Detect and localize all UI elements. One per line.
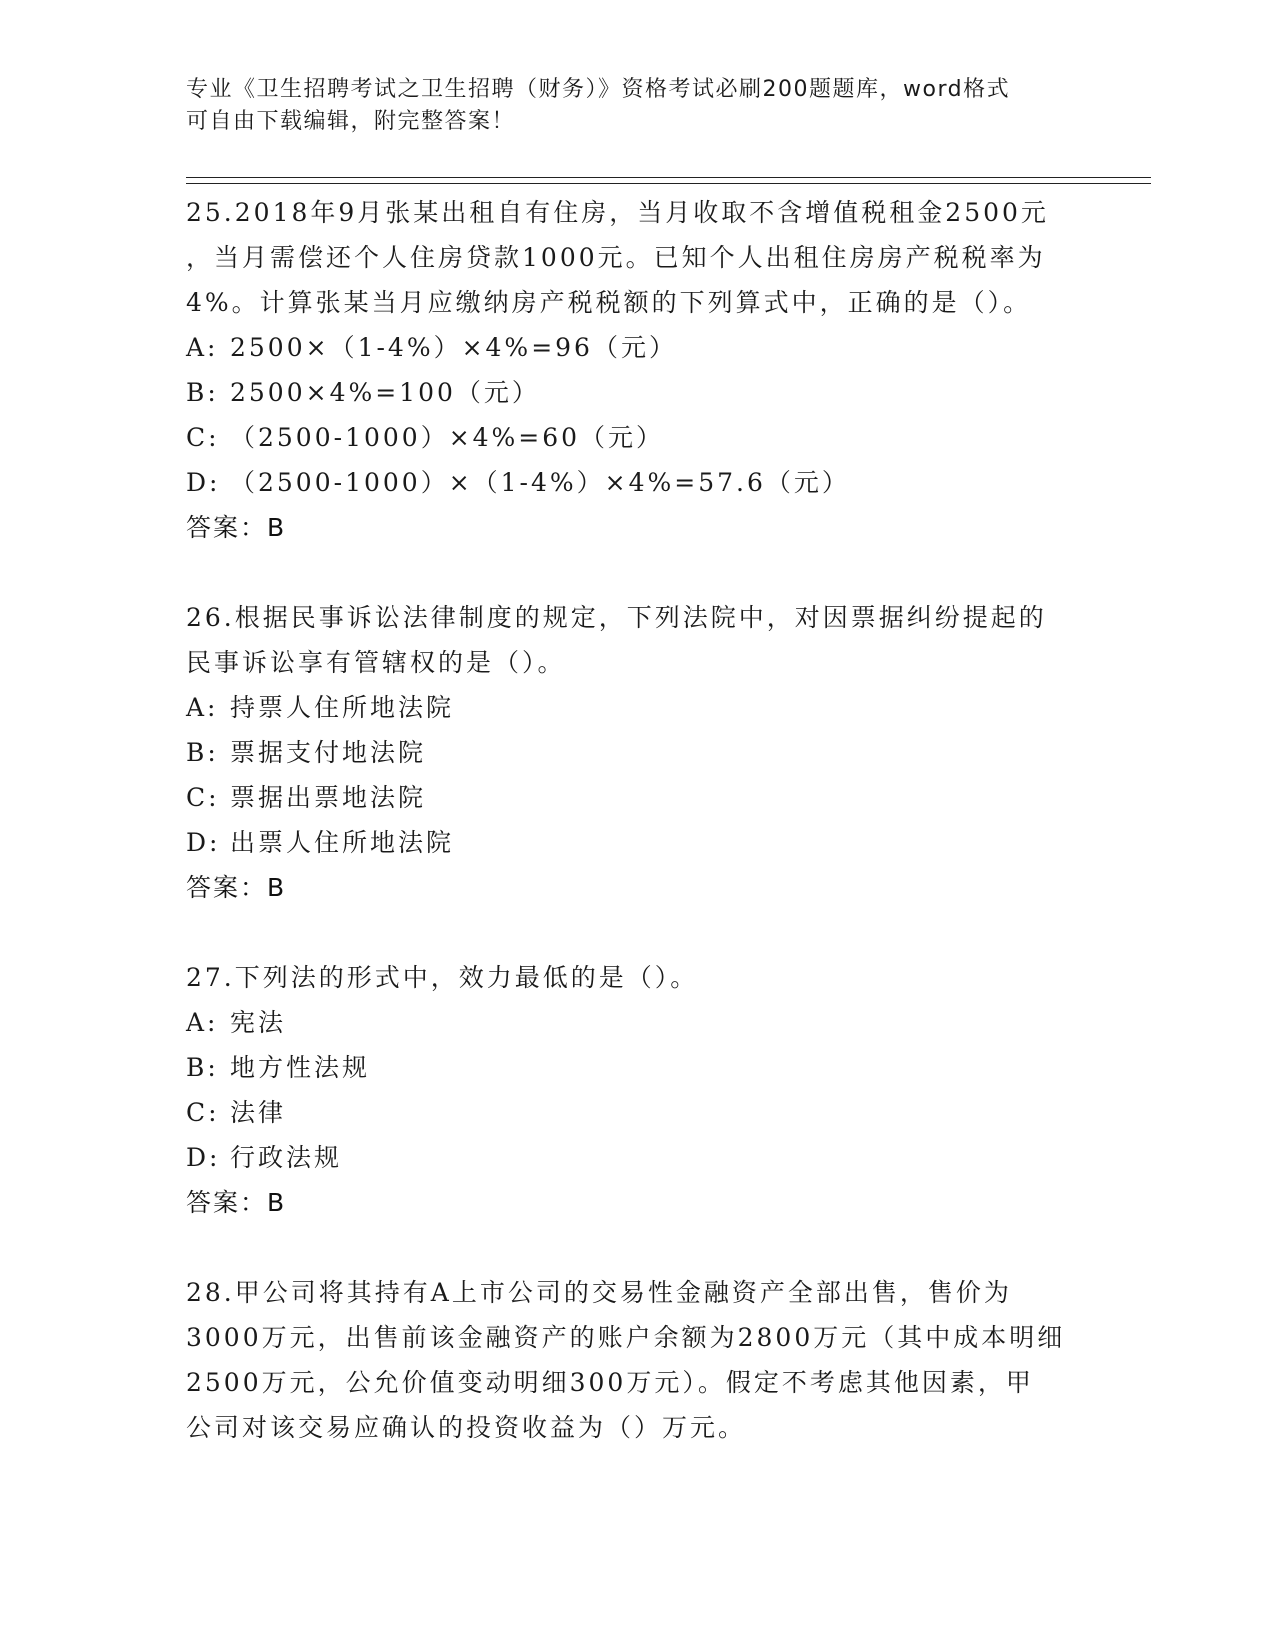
answer-line: 答案：B bbox=[186, 513, 287, 542]
option-key: A: bbox=[186, 693, 219, 722]
question-25 bbox=[186, 190, 1086, 550]
option-text: 票据支付地法院 bbox=[230, 738, 427, 767]
option-b bbox=[186, 730, 1086, 775]
spacer bbox=[186, 910, 1086, 955]
option-text: （2500-1000）×（1-4%）×4%=57.6（元） bbox=[230, 468, 850, 497]
spacer bbox=[186, 1225, 1086, 1270]
question-stem-line: 4%。计算张某当月应缴纳房产税税额的下列算式中，正确的是（）。 bbox=[186, 288, 1032, 317]
option-key: D: bbox=[186, 468, 221, 497]
question-stem-line: 3000万元，出售前该金融资产的账户余额为2800万元（其中成本明细 bbox=[186, 1323, 1066, 1352]
answer-line: 答案：B bbox=[186, 873, 287, 902]
option-key: B: bbox=[186, 738, 219, 767]
option-text: 2500×（1-4%）×4%=96（元） bbox=[230, 333, 677, 362]
question-stem-line: 27.下列法的形式中，效力最低的是（）。 bbox=[186, 963, 699, 992]
option-a bbox=[186, 1000, 1086, 1045]
question-stem-line: ，当月需偿还个人住房贷款1000元。已知个人出租住房房产税税率为 bbox=[186, 243, 1046, 272]
option-c bbox=[186, 1090, 1086, 1135]
option-text: 行政法规 bbox=[230, 1143, 343, 1172]
option-key: B: bbox=[186, 1053, 219, 1082]
document-header bbox=[186, 74, 1066, 138]
option-key: C: bbox=[186, 1098, 220, 1127]
question-list bbox=[186, 190, 1086, 1450]
question-26 bbox=[186, 595, 1086, 910]
option-b bbox=[186, 1045, 1086, 1090]
option-text: 持票人住所地法院 bbox=[230, 693, 455, 722]
option-text: （2500-1000）×4%=60（元） bbox=[230, 423, 665, 452]
option-text: 法律 bbox=[230, 1098, 287, 1127]
option-key: D: bbox=[186, 1143, 221, 1172]
option-a bbox=[186, 685, 1086, 730]
option-c bbox=[186, 415, 1086, 460]
question-stem-line: 民事诉讼享有管辖权的是（）。 bbox=[186, 648, 566, 677]
answer-line: 答案：B bbox=[186, 1188, 287, 1217]
option-d bbox=[186, 1135, 1086, 1180]
option-text: 2500×4%=100（元） bbox=[230, 378, 540, 407]
option-text: 地方性法规 bbox=[230, 1053, 371, 1082]
option-key: A: bbox=[186, 333, 219, 362]
option-d bbox=[186, 820, 1086, 865]
option-a bbox=[186, 325, 1086, 370]
header-line-2: 可自由下载编辑，附完整答案！ bbox=[186, 109, 516, 134]
question-stem-line: 26.根据民事诉讼法律制度的规定，下列法院中，对因票据纠纷提起的 bbox=[186, 603, 1047, 632]
option-key: D: bbox=[186, 828, 221, 857]
option-c bbox=[186, 775, 1086, 820]
header-divider-bottom bbox=[186, 183, 1151, 184]
option-b bbox=[186, 370, 1086, 415]
option-key: C: bbox=[186, 423, 220, 452]
header-divider-top bbox=[186, 177, 1151, 178]
question-stem-line: 2500万元，公允价值变动明细300万元）。假定不考虑其他因素，甲 bbox=[186, 1368, 1034, 1397]
option-key: A: bbox=[186, 1008, 219, 1037]
question-stem-line: 28.甲公司将其持有A上市公司的交易性金融资产全部出售，售价为 bbox=[186, 1278, 1012, 1307]
question-28 bbox=[186, 1270, 1086, 1450]
option-text: 票据出票地法院 bbox=[230, 783, 427, 812]
spacer bbox=[186, 550, 1086, 595]
header-line-1: 专业《卫生招聘考试之卫生招聘（财务）》资格考试必刷200题题库，word格式 bbox=[186, 77, 1011, 102]
question-27 bbox=[186, 955, 1086, 1225]
option-d bbox=[186, 460, 1086, 505]
option-key: B: bbox=[186, 378, 219, 407]
option-text: 宪法 bbox=[230, 1008, 287, 1037]
question-stem-line: 25.2018年9月张某出租自有住房，当月收取不含增值税租金2500元 bbox=[186, 198, 1049, 227]
question-stem-line: 公司对该交易应确认的投资收益为（）万元。 bbox=[186, 1413, 747, 1442]
option-text: 出票人住所地法院 bbox=[230, 828, 455, 857]
option-key: C: bbox=[186, 783, 220, 812]
